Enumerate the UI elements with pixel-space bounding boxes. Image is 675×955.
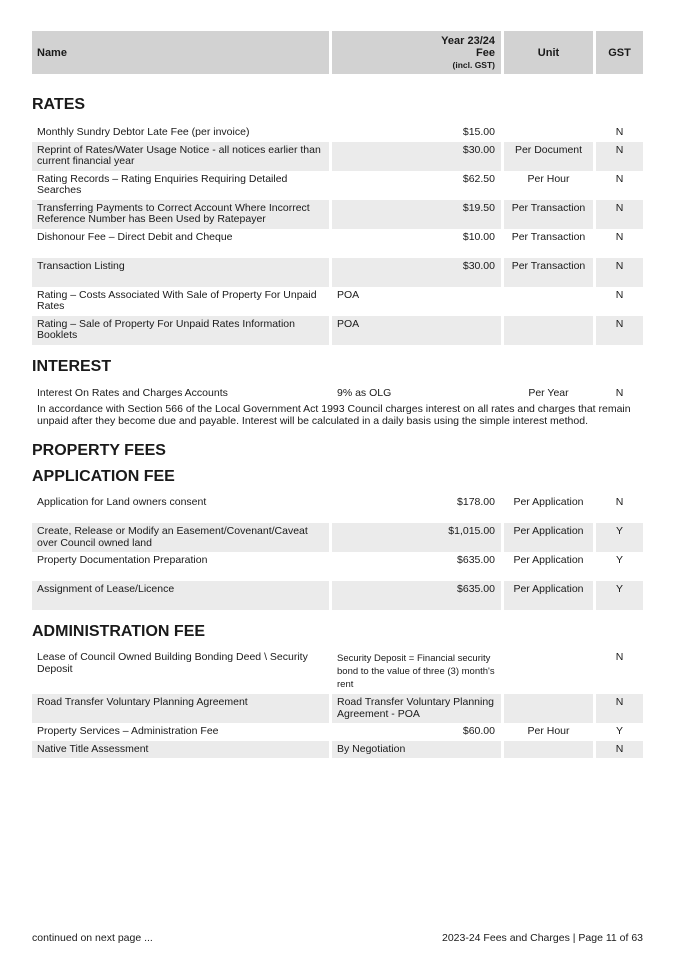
table-row [32, 229, 643, 258]
table-row [32, 142, 643, 171]
row-fee: $635.00 [332, 581, 501, 610]
row-gst: N [615, 496, 624, 508]
row-unit [504, 649, 593, 694]
row-gst: Y [596, 581, 643, 610]
header-fee-label: Fee [476, 46, 495, 59]
row-name: Reprint of Rates/Water Usage Notice - all notices earlier than current financial year [32, 142, 329, 171]
row-name: Rating – Costs Associated With Sale of Property For Unpaid Rates [37, 288, 317, 312]
row-name: Transaction Listing [32, 258, 329, 287]
row-gst: N [596, 741, 643, 759]
row-gst: N [615, 651, 624, 663]
row-name: Native Title Assessment [32, 741, 329, 759]
row-gst: N [596, 316, 643, 345]
row-fee: POA [332, 316, 501, 345]
row-name: Application for Land owners consent [37, 496, 207, 508]
table-row [32, 649, 643, 694]
section-title-administration-fee: ADMINISTRATION FEE [32, 623, 206, 640]
header-name: Name [32, 31, 329, 74]
row-gst: N [615, 386, 624, 399]
row-gst: Y [596, 523, 643, 552]
row-gst: N [596, 142, 643, 171]
row-name: Road Transfer Voluntary Planning Agreement [32, 694, 329, 723]
row-fee: $60.00 [462, 725, 495, 737]
row-fee: POA [337, 288, 360, 301]
table-row [32, 581, 643, 610]
row-unit [504, 287, 593, 316]
row-gst: N [596, 694, 643, 723]
interest-table [32, 385, 643, 428]
row-name: Monthly Sundry Debtor Late Fee (per invoice) [37, 126, 250, 138]
row-name: Rating – Sale of Property For Unpaid Rates Information Booklets [32, 316, 329, 345]
section-title-application-fee: APPLICATION FEE [32, 468, 175, 485]
row-name: Property Services – Administration Fee [37, 725, 219, 737]
row-gst: N [615, 288, 624, 301]
row-gst: N [596, 200, 643, 229]
table-row [32, 694, 643, 723]
table-row [32, 316, 643, 345]
row-fee: Road Transfer Voluntary Planning Agreement - POA [332, 694, 501, 723]
row-gst: Y [615, 554, 623, 566]
row-gst: Y [615, 725, 623, 737]
row-unit: Per Document [504, 142, 593, 171]
row-name: Property Documentation Preparation [37, 554, 208, 566]
row-gst: N [615, 126, 624, 138]
interest-note: In accordance with Section 566 of the Local Government Act 1993 Council charges interest on all rates and charges that remain unpaid after they become due and payable. Interest will be calculated in a daily basis using the simple interest method. [37, 403, 631, 427]
row-fee: $30.00 [332, 142, 501, 171]
table-row [32, 552, 643, 581]
table-row [32, 171, 643, 200]
table-row [32, 741, 643, 759]
header-fee-year: Year 23/24 [441, 34, 495, 47]
page-footer [32, 932, 643, 944]
row-name: Transferring Payments to Correct Account Where Incorrect Reference Number has Been Used by Ratepayer [32, 200, 329, 229]
row-name: Dishonour Fee – Direct Debit and Cheque [37, 230, 233, 243]
row-name: Rating Records – Rating Enquiries Requiring Detailed Searches [37, 172, 288, 196]
row-unit: Per Hour [527, 725, 570, 737]
table-row [32, 523, 643, 552]
rates-table [32, 124, 643, 345]
administration-table [32, 649, 643, 758]
table-row [32, 124, 643, 142]
row-name: Assignment of Lease/Licence [32, 581, 329, 610]
row-unit: Per Application [504, 523, 593, 552]
row-fee: 9% as OLG [337, 386, 392, 399]
section-title-property-fees: PROPERTY FEES [32, 442, 166, 459]
table-row [32, 723, 643, 741]
table-row [32, 200, 643, 229]
row-fee: $62.50 [462, 172, 495, 185]
table-row [32, 494, 643, 523]
row-fee: $178.00 [457, 496, 495, 508]
row-unit: Per Year [528, 386, 569, 399]
row-gst: N [596, 258, 643, 287]
row-unit: Per Transaction [511, 230, 586, 243]
row-unit [504, 316, 593, 345]
row-fee: Security Deposit = Financial security bond to the value of three (3) month's rent [337, 653, 495, 690]
table-row [32, 287, 643, 316]
row-gst: N [615, 172, 624, 185]
row-name: Lease of Council Owned Building Bonding Deed \ Security Deposit [37, 651, 308, 675]
row-unit: Per Application [504, 581, 593, 610]
row-fee: $1,015.00 [332, 523, 501, 552]
row-unit [504, 694, 593, 723]
row-unit [504, 741, 593, 759]
header-fee [332, 31, 501, 74]
section-title-interest: INTEREST [32, 357, 112, 375]
footer-page-number: 2023-24 Fees and Charges | Page 11 of 63 [441, 932, 643, 944]
row-unit: Per Transaction [504, 258, 593, 287]
application-table [32, 494, 643, 610]
row-unit [504, 124, 593, 142]
row-fee: By Negotiation [332, 741, 501, 759]
row-unit: Per Application [513, 554, 584, 566]
row-fee: $15.00 [462, 126, 495, 138]
section-title-rates: RATES [32, 96, 86, 113]
footer-continued: continued on next page ... [32, 932, 153, 944]
table-row [32, 385, 643, 403]
row-unit: Per Hour [527, 172, 570, 185]
table-row [32, 258, 643, 287]
row-name: Interest On Rates and Charges Accounts [37, 386, 228, 399]
row-gst: N [615, 230, 624, 243]
table-header [32, 31, 643, 74]
header-gst: GST [596, 31, 643, 74]
row-name: Create, Release or Modify an Easement/Covenant/Caveat over Council owned land [32, 523, 329, 552]
row-unit: Per Application [513, 496, 584, 508]
row-fee: $10.00 [462, 230, 495, 243]
fees-page [32, 31, 643, 758]
row-fee: $19.50 [332, 200, 501, 229]
header-fee-gst-note: (incl. GST) [452, 59, 495, 70]
row-fee: $635.00 [457, 554, 495, 566]
row-unit: Per Transaction [504, 200, 593, 229]
row-fee: $30.00 [332, 258, 501, 287]
header-unit: Unit [504, 31, 593, 74]
